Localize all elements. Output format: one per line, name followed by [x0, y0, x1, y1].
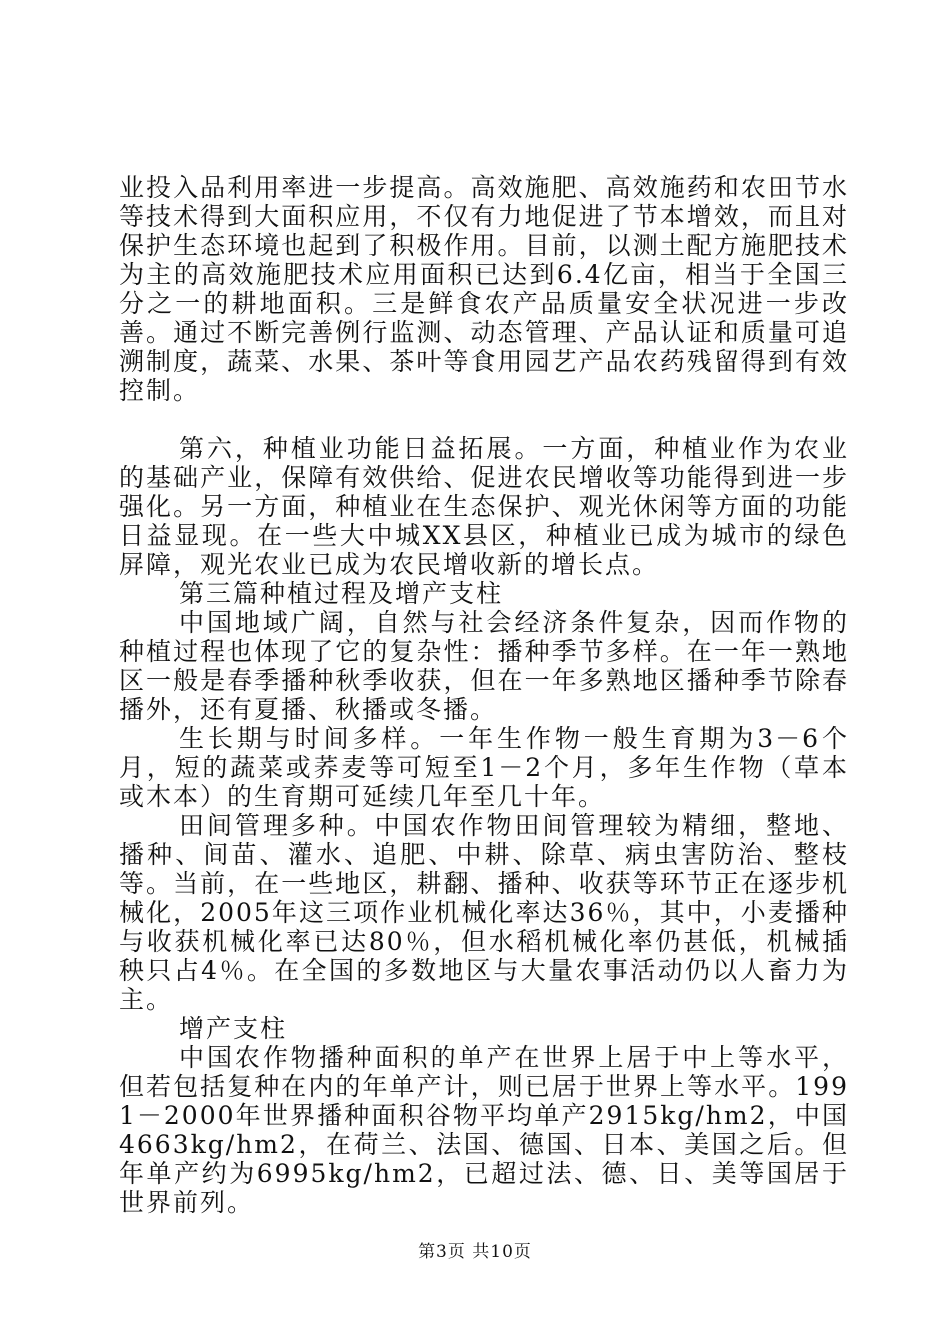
- paragraph-sixth-point: 第六，种植业功能日益拓展。一方面，种植业作为农业的基础产业，保障有效供给、促进农民增收等功能得到进一步强化。另一方面，种植业在生态保护、观光休闲等方面的功能日益显现。在一些大中城XX县区，种植业已成为城市的绿色屏障，观光农业已成为农民增收新的增长点。: [119, 434, 849, 579]
- subheading-yield-pillars: 增产支柱: [179, 1014, 288, 1043]
- document-body: [119, 173, 849, 1217]
- page-number-footer: 第3页 共10页: [418, 1242, 532, 1262]
- paragraph-growth-period: 生长期与时间多样。一年生作物一般生育期为3－6个月，短的蔬菜或荞麦等可短至1－2个月，多年生作物（草本或木本）的生育期可延续几年至几十年。: [119, 724, 849, 811]
- paragraph-planting-process: 中国地域广阔，自然与社会经济条件复杂，因而作物的种植过程也体现了它的复杂性：播种季节多样。在一年一熟地区一般是春季播种秋季收获，但在一年多熟地区播种季节除春播外，还有夏播、秋播或冬播。: [119, 608, 849, 724]
- section-heading: 第三篇种植过程及增产支柱: [179, 579, 504, 608]
- paragraph-yield: 中国农作物播种面积的单产在世界上居于中上等水平，但若包括复种在内的年单产计，则已居于世界上等水平。1991－2000年世界播种面积谷物平均单产2915kg/hm2，中国4663kg/hm2，在荷兰、法国、德国、日本、美国之后。但年单产约为6995kg/hm2，已超过法、德、日、美等国居于世界前列。: [119, 1043, 849, 1217]
- paragraph-continuation: 业投入品利用率进一步提高。高效施肥、高效施药和农田节水等技术得到大面积应用，不仅有力地促进了节本增效，而且对保护生态环境也起到了积极作用。目前，以测土配方施肥技术为主的高效施肥技术应用面积已达到6.4亿亩，相当于全国三分之一的耕地面积。三是鲜食农产品质量安全状况进一步改善。通过不断完善例行监测、动态管理、产品认证和质量可追溯制度，蔬菜、水果、茶叶等食用园艺产品农药残留得到有效控制。: [119, 173, 849, 405]
- paragraph-field-management: 田间管理多种。中国农作物田间管理较为精细，整地、播种、间苗、灌水、追肥、中耕、除草、病虫害防治、整枝等。当前，在一些地区，耕翻、播种、收获等环节正在逐步机械化，2005年这三项作业机械化率达36％，其中，小麦播种与收获机械化率已达80％，但水稻机械化率仍甚低，机械插秧只占4％。在全国的多数地区与大量农事活动仍以人畜力为主。: [119, 811, 849, 1014]
